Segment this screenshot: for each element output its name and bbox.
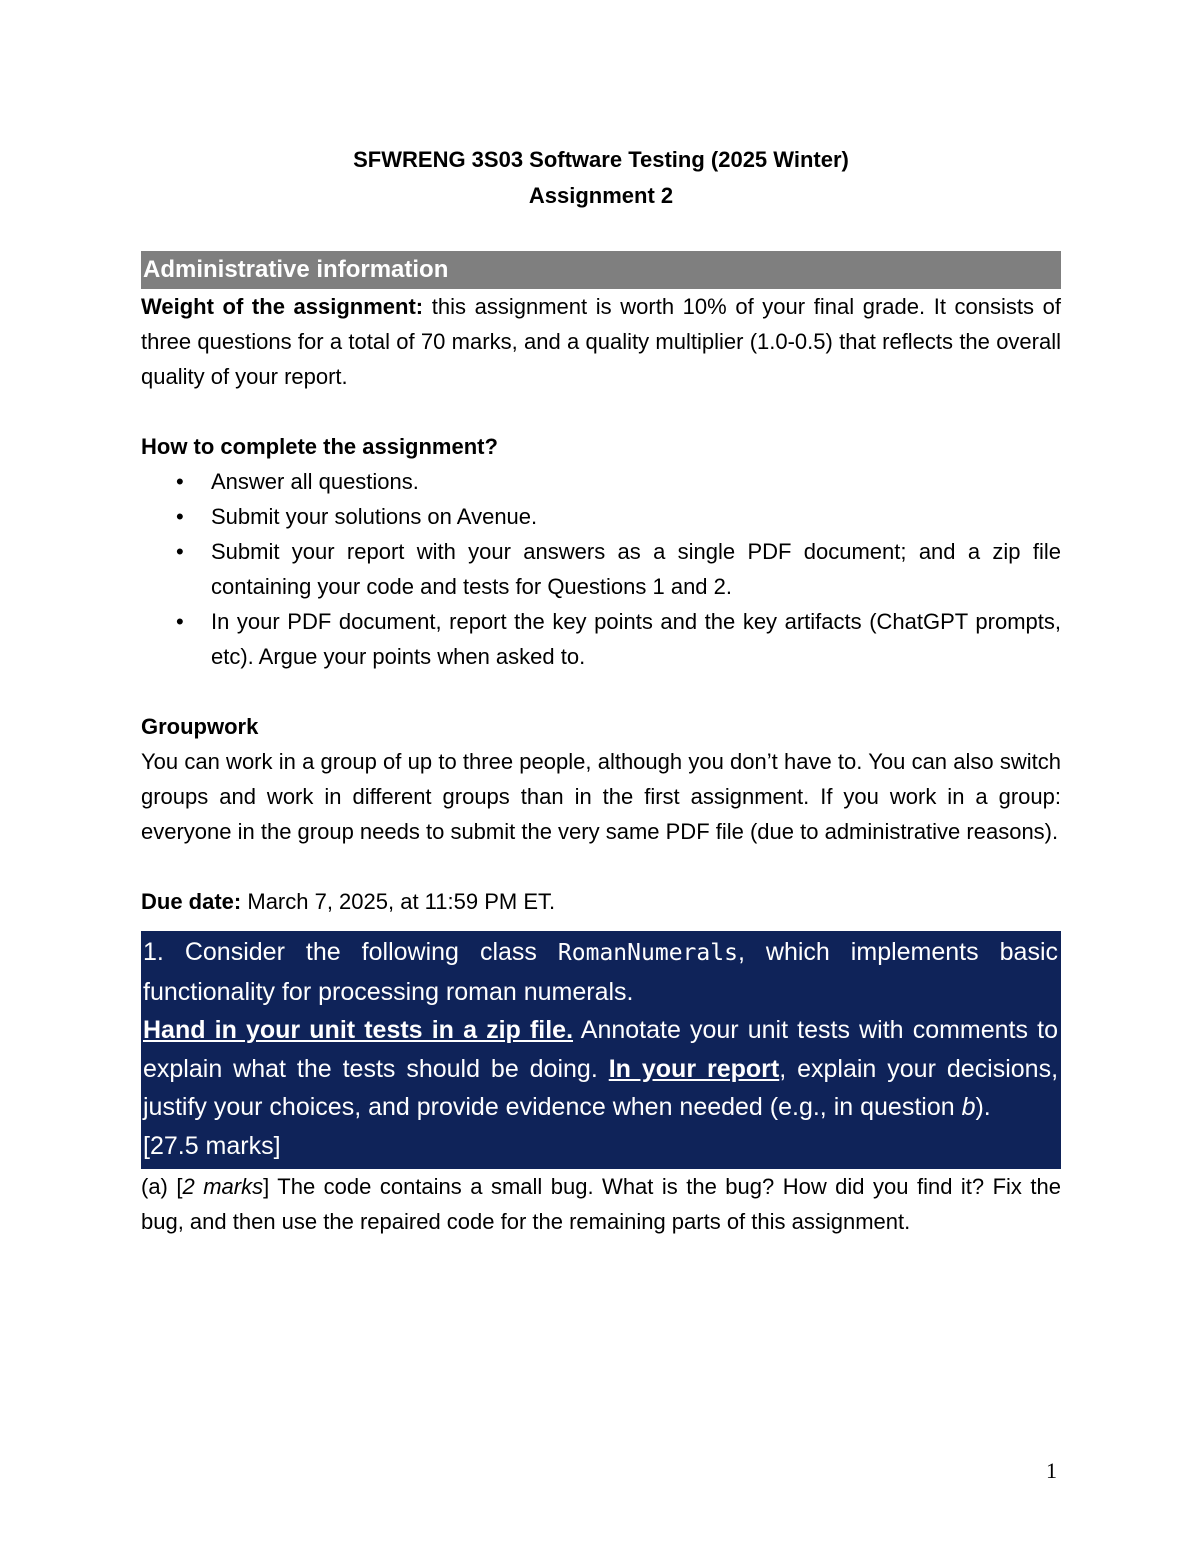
assignment-title: Assignment 2 <box>528 183 674 208</box>
bullet-icon: • <box>176 504 184 529</box>
list-item <box>141 534 1061 604</box>
due-date-label: Due date: <box>141 889 242 914</box>
question-1-intro <box>143 933 1058 1011</box>
part-a-prefix: (a) [ <box>141 1174 183 1199</box>
due-date-paragraph <box>141 884 1061 919</box>
list-item <box>141 604 1061 674</box>
spacer <box>141 674 1061 709</box>
course-title: SFWRENG 3S03 Software Testing (2025 Winter) <box>353 147 849 172</box>
groupwork-heading <box>141 709 1061 744</box>
part-a-text: ] The code contains a small bug. What is the bug? How did you find it? Fix the bug, and then use the repaired code for the remaining parts of this assignment. <box>141 1174 1061 1234</box>
question-1-box <box>141 931 1061 1169</box>
howto-heading <box>141 429 1061 464</box>
weight-paragraph <box>141 289 1061 394</box>
report-text-c: ). <box>975 1093 991 1121</box>
spacer <box>141 394 1061 429</box>
handin-text: Annotate your unit tests with comments to explain what the tests should be doing. <box>143 1016 1058 1083</box>
question-1-intro-prefix: 1. Consider the following class <box>143 938 558 966</box>
groupwork-heading-text: Groupwork <box>141 714 259 739</box>
handin-label: Hand in your unit tests in a zip file. <box>143 1016 574 1044</box>
weight-label: Weight of the assignment: <box>141 294 424 319</box>
question-1-intro-suffix: , which implements basic functionality for processing roman numerals. <box>143 938 1058 1006</box>
weight-text: this assignment is worth 10% of your final grade. It consists of three questions for a total of 70 marks, and a quality multiplier (1.0-0.5) that reflects the overall quality of your report. <box>141 294 1061 389</box>
howto-heading-text: How to complete the assignment? <box>141 434 498 459</box>
page-number: 1 <box>1046 1458 1057 1483</box>
bullet-icon: • <box>176 469 184 494</box>
list-item <box>141 464 1061 499</box>
due-date-text: March 7, 2025, at 11:59 PM ET. <box>241 889 556 914</box>
class-name-code: RomanNumerals <box>557 940 738 966</box>
list-item-text: Submit your solutions on Avenue. <box>211 504 538 529</box>
question-1-marks: [27.5 marks] <box>143 1131 281 1160</box>
howto-list <box>141 464 1061 674</box>
report-label: In your report <box>608 1054 780 1083</box>
part-a-paragraph <box>141 1169 1061 1239</box>
list-item <box>141 499 1061 534</box>
part-a-marks: 2 marks <box>182 1174 264 1199</box>
question-1-instructions <box>143 1011 1058 1127</box>
section-header-administrative: Administrative information <box>141 251 1061 289</box>
groupwork-paragraph: You can work in a group of up to three people, although you don’t have to. You can also switch groups and work in different groups than in the first assignment. If you work in a group: everyone in the group needs to submit the very same PDF file (due to administrative reasons). <box>141 749 1061 844</box>
bullet-icon: • <box>176 609 184 634</box>
document-title <box>141 142 1061 214</box>
document-body <box>141 251 1061 1239</box>
report-text-italic: b <box>961 1093 976 1121</box>
list-item-text: Answer all questions. <box>211 469 419 494</box>
list-item-text: In your PDF document, report the key points and the key artifacts (ChatGPT prompts, etc). Argue your points when asked to. <box>211 609 1061 669</box>
report-text-a: , explain your decisions, justify your choices, and provide evidence when needed (e.g., in question <box>143 1054 1059 1121</box>
bullet-icon: • <box>176 539 184 564</box>
list-item-text: Submit your report with your answers as a single PDF document; and a zip file containing your code and tests for Questions 1 and 2. <box>211 539 1061 599</box>
spacer <box>141 849 1061 884</box>
